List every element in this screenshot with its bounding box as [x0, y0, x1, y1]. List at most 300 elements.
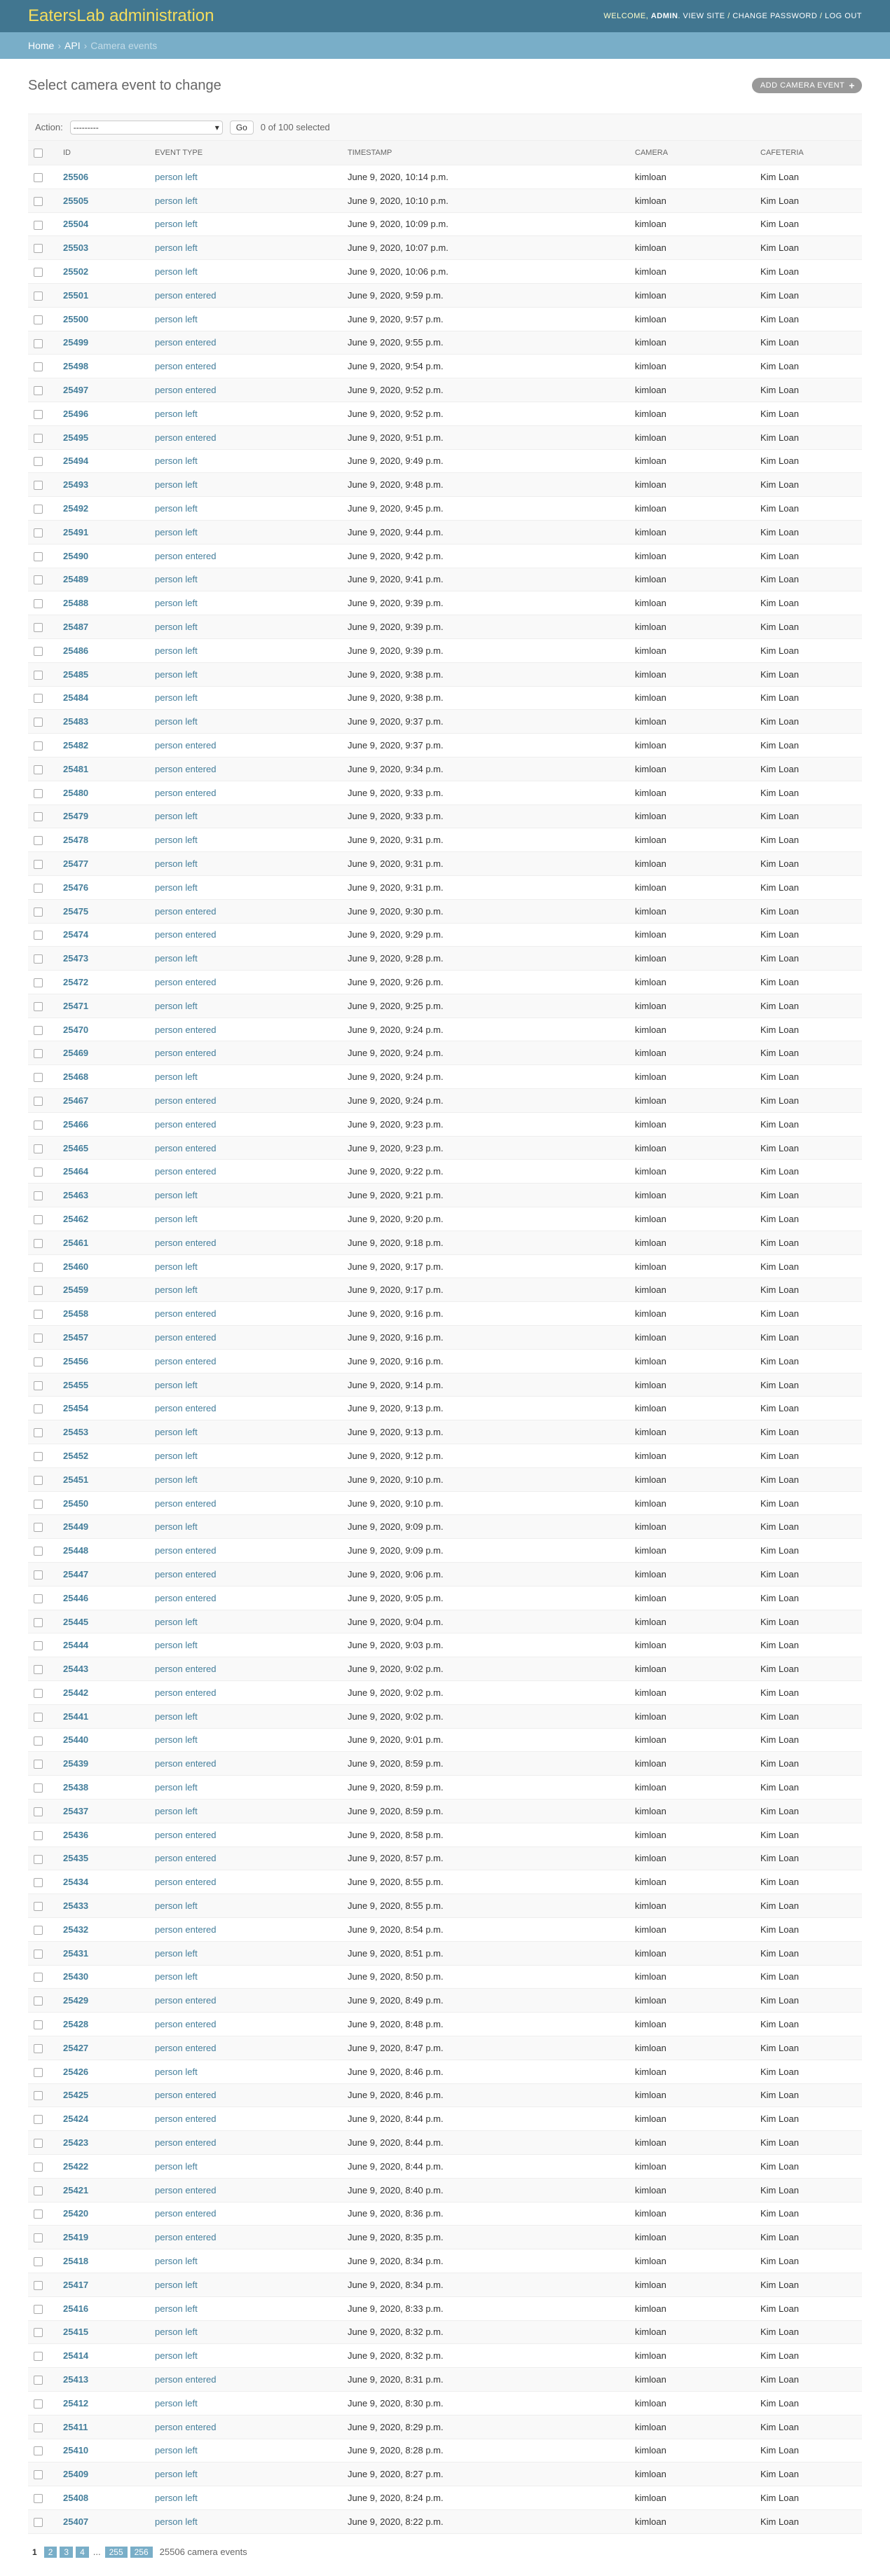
row-checkbox[interactable] — [34, 1760, 43, 1769]
event-id-link[interactable]: 25488 — [63, 598, 89, 609]
event-type-cell: person entered — [149, 1160, 342, 1184]
id-cell — [57, 2154, 149, 2178]
event-type-cell: person entered — [149, 2107, 342, 2131]
row-checkbox[interactable] — [34, 1689, 43, 1698]
row-checkbox[interactable] — [34, 2305, 43, 2314]
event-id-link[interactable]: 25409 — [63, 2469, 89, 2480]
event-id-link[interactable]: 25420 — [63, 2208, 89, 2219]
table-row — [28, 378, 862, 402]
row-checkbox[interactable] — [34, 2423, 43, 2432]
username: ADMIN — [650, 12, 678, 20]
cafeteria-cell: Kim Loan — [755, 1704, 862, 1728]
row-checkbox[interactable] — [34, 599, 43, 608]
table-row — [28, 2178, 862, 2202]
row-checkbox[interactable] — [34, 1973, 43, 1982]
row-checkbox[interactable] — [34, 907, 43, 917]
row-checkbox[interactable] — [34, 884, 43, 893]
event-id-link[interactable]: 25433 — [63, 1900, 89, 1912]
id-cell — [57, 2202, 149, 2226]
table-row — [28, 1041, 862, 1065]
event-id-link[interactable]: 25500 — [63, 313, 89, 324]
event-id-link[interactable]: 25505 — [63, 195, 89, 206]
timestamp-cell: June 9, 2020, 8:31 p.m. — [342, 2368, 629, 2392]
camera-cell: kimloan — [629, 568, 755, 591]
row-checkbox[interactable] — [34, 2139, 43, 2148]
event-id-link[interactable]: 25446 — [63, 1592, 89, 1603]
row-checkbox[interactable] — [34, 1191, 43, 1200]
event-id-link[interactable]: 25461 — [63, 1237, 89, 1248]
event-id-link[interactable]: 25492 — [63, 503, 89, 514]
row-checkbox[interactable] — [34, 1073, 43, 1082]
event-id-link[interactable]: 25424 — [63, 2113, 89, 2125]
cafeteria-cell: Kim Loan — [755, 2202, 862, 2226]
event-id-link[interactable]: 25441 — [63, 1711, 89, 1722]
event-id-link[interactable]: 25495 — [63, 432, 89, 443]
timestamp-cell: June 9, 2020, 8:27 p.m. — [342, 2462, 629, 2486]
row-checkbox[interactable] — [34, 528, 43, 537]
row-checkbox[interactable] — [34, 1476, 43, 1485]
event-id-link[interactable]: 25464 — [63, 1166, 89, 1177]
page-link[interactable]: 3 — [60, 2547, 73, 2558]
event-id-link[interactable]: 25494 — [63, 455, 89, 467]
event-type-cell: person entered — [149, 1302, 342, 1326]
row-checkbox[interactable] — [34, 860, 43, 869]
row-checkbox[interactable] — [34, 221, 43, 230]
event-id-link[interactable]: 25422 — [63, 2160, 89, 2172]
row-checkbox[interactable] — [34, 2376, 43, 2385]
event-id-link[interactable]: 25455 — [63, 1379, 89, 1390]
id-cell — [57, 1563, 149, 1587]
row-checkbox[interactable] — [34, 2044, 43, 2053]
row-checkbox[interactable] — [34, 2068, 43, 2077]
event-id-link[interactable]: 25445 — [63, 1616, 89, 1627]
table-row — [28, 1184, 862, 1207]
row-checkbox[interactable] — [34, 1334, 43, 1343]
row-checkbox[interactable] — [34, 505, 43, 514]
event-id-link[interactable]: 25501 — [63, 289, 89, 301]
event-id-link[interactable]: 25432 — [63, 1924, 89, 1935]
event-id-link[interactable]: 25476 — [63, 882, 89, 893]
table-row — [28, 1349, 862, 1373]
row-checkbox[interactable] — [34, 552, 43, 561]
table-row — [28, 1657, 862, 1681]
breadcrumb-separator: › — [83, 40, 88, 51]
timestamp-cell: June 9, 2020, 8:58 p.m. — [342, 1823, 629, 1847]
event-id-link[interactable]: 25503 — [63, 242, 89, 254]
row-checkbox[interactable] — [34, 1452, 43, 1461]
event-id-link[interactable]: 25414 — [63, 2350, 89, 2362]
event-id-link[interactable]: 25413 — [63, 2374, 89, 2385]
row-checkbox[interactable] — [34, 1500, 43, 1509]
row-checkbox[interactable] — [34, 2470, 43, 2479]
table-row — [28, 402, 862, 425]
row-checkbox[interactable] — [34, 718, 43, 727]
go-button[interactable]: Go — [230, 121, 254, 135]
column-header-cafeteria[interactable]: CAFETERIA — [755, 141, 862, 165]
event-id-link[interactable]: 25502 — [63, 266, 89, 278]
page-link[interactable]: 255 — [105, 2547, 128, 2558]
row-checkbox[interactable] — [34, 1002, 43, 1011]
id-cell — [57, 1112, 149, 1136]
row-checkbox[interactable] — [34, 1310, 43, 1319]
event-id-link[interactable]: 25418 — [63, 2256, 89, 2267]
row-checkbox[interactable] — [34, 410, 43, 419]
row-checkbox[interactable] — [34, 1950, 43, 1959]
event-id-link[interactable]: 25463 — [63, 1190, 89, 1201]
event-id-link[interactable]: 25415 — [63, 2327, 89, 2338]
row-checkbox[interactable] — [34, 1618, 43, 1627]
row-checkbox[interactable] — [34, 1570, 43, 1580]
row-select-cell — [28, 1776, 57, 1800]
table-row — [28, 260, 862, 284]
timestamp-cell: June 9, 2020, 8:40 p.m. — [342, 2178, 629, 2202]
row-checkbox[interactable] — [34, 1926, 43, 1935]
timestamp-cell: June 9, 2020, 9:22 p.m. — [342, 1160, 629, 1184]
row-checkbox[interactable] — [34, 1144, 43, 1153]
row-checkbox[interactable] — [34, 2446, 43, 2455]
event-id-link[interactable]: 25491 — [63, 526, 89, 537]
page-link[interactable]: 2 — [44, 2547, 57, 2558]
event-id-link[interactable]: 25469 — [63, 1048, 89, 1059]
change-password-link[interactable]: CHANGE PASSWORD — [732, 12, 818, 20]
event-id-link[interactable]: 25438 — [63, 1782, 89, 1793]
row-checkbox[interactable] — [34, 1239, 43, 1248]
row-checkbox[interactable] — [34, 1878, 43, 1887]
row-checkbox[interactable] — [34, 1902, 43, 1911]
event-id-link[interactable]: 25408 — [63, 2492, 89, 2503]
row-checkbox[interactable] — [34, 1026, 43, 1035]
event-id-link[interactable]: 25444 — [63, 1640, 89, 1651]
row-checkbox[interactable] — [34, 1665, 43, 1674]
timestamp-cell: June 9, 2020, 9:31 p.m. — [342, 828, 629, 852]
event-id-link[interactable]: 25419 — [63, 2232, 89, 2243]
event-id-link[interactable]: 25435 — [63, 1853, 89, 1864]
event-type-cell: person left — [149, 165, 342, 189]
row-checkbox[interactable] — [34, 2020, 43, 2029]
event-id-link[interactable]: 25466 — [63, 1118, 89, 1130]
cafeteria-cell: Kim Loan — [755, 355, 862, 378]
row-checkbox[interactable] — [34, 2494, 43, 2503]
event-id-link[interactable]: 25423 — [63, 2137, 89, 2149]
row-checkbox[interactable] — [34, 2163, 43, 2172]
row-checkbox[interactable] — [34, 1049, 43, 1058]
event-id-link[interactable]: 25470 — [63, 1024, 89, 1035]
event-id-link[interactable]: 25411 — [63, 2421, 88, 2432]
camera-cell: kimloan — [629, 1160, 755, 1184]
event-id-link[interactable]: 25460 — [63, 1261, 89, 1272]
event-id-link[interactable]: 25416 — [63, 2303, 89, 2314]
event-id-link[interactable]: 25448 — [63, 1545, 89, 1556]
event-id-link[interactable]: 25473 — [63, 953, 89, 964]
event-id-link[interactable]: 25485 — [63, 669, 89, 680]
table-row — [28, 638, 862, 662]
event-id-link[interactable]: 25472 — [63, 976, 89, 987]
row-checkbox[interactable] — [34, 2115, 43, 2124]
row-checkbox[interactable] — [34, 1167, 43, 1177]
timestamp-cell: June 9, 2020, 9:09 p.m. — [342, 1515, 629, 1539]
row-checkbox[interactable] — [34, 1831, 43, 1840]
event-type-cell: person left — [149, 1941, 342, 1965]
event-id-link[interactable]: 25467 — [63, 1095, 89, 1106]
row-checkbox[interactable] — [34, 623, 43, 632]
event-id-link[interactable]: 25442 — [63, 1687, 89, 1698]
event-id-link[interactable]: 25465 — [63, 1142, 89, 1153]
row-checkbox[interactable] — [34, 2328, 43, 2337]
column-header-id[interactable]: ID — [57, 141, 149, 165]
action-select[interactable] — [70, 121, 223, 135]
id-cell — [57, 425, 149, 449]
event-id-link[interactable]: 25449 — [63, 1521, 89, 1533]
event-id-link[interactable]: 25439 — [63, 1758, 89, 1769]
row-checkbox[interactable] — [34, 812, 43, 821]
page-link[interactable]: 4 — [76, 2547, 89, 2558]
row-checkbox[interactable] — [34, 647, 43, 656]
row-checkbox[interactable] — [34, 244, 43, 253]
cafeteria-cell: Kim Loan — [755, 1420, 862, 1444]
table-row — [28, 1847, 862, 1870]
row-checkbox[interactable] — [34, 836, 43, 845]
event-id-link[interactable]: 25486 — [63, 645, 89, 656]
event-type-cell: person entered — [149, 1586, 342, 1610]
event-id-link[interactable]: 25490 — [63, 550, 89, 561]
row-checkbox[interactable] — [34, 931, 43, 940]
row-checkbox[interactable] — [34, 1121, 43, 1130]
timestamp-cell: June 9, 2020, 8:32 p.m. — [342, 2344, 629, 2368]
camera-cell: kimloan — [629, 638, 755, 662]
event-type-cell: person left — [149, 473, 342, 497]
row-checkbox[interactable] — [34, 765, 43, 774]
event-id-link[interactable]: 25440 — [63, 1734, 89, 1746]
event-id-link[interactable]: 25425 — [63, 2090, 89, 2101]
camera-cell: kimloan — [629, 1847, 755, 1870]
event-id-link[interactable]: 25434 — [63, 1877, 89, 1888]
row-checkbox[interactable] — [34, 954, 43, 964]
event-id-link[interactable]: 25481 — [63, 763, 89, 774]
row-checkbox[interactable] — [34, 2352, 43, 2361]
row-checkbox[interactable] — [34, 315, 43, 324]
logout-link[interactable]: LOG OUT — [824, 12, 862, 20]
event-id-link[interactable]: 25471 — [63, 1000, 89, 1011]
event-type-cell: person entered — [149, 2202, 342, 2226]
event-id-link[interactable]: 25447 — [63, 1568, 89, 1580]
row-select-cell — [28, 2060, 57, 2083]
row-checkbox[interactable] — [34, 978, 43, 987]
event-id-link[interactable]: 25497 — [63, 385, 89, 396]
id-cell — [57, 2368, 149, 2392]
row-checkbox[interactable] — [34, 2233, 43, 2242]
row-checkbox[interactable] — [34, 741, 43, 751]
row-checkbox[interactable] — [34, 1523, 43, 1532]
site-branding[interactable]: EatersLab administration — [28, 6, 214, 25]
row-checkbox[interactable] — [34, 2399, 43, 2409]
event-id-link[interactable]: 25475 — [63, 905, 89, 917]
event-type-cell: person left — [149, 2273, 342, 2296]
event-id-link[interactable]: 25498 — [63, 361, 89, 372]
camera-cell: kimloan — [629, 165, 755, 189]
row-select-cell — [28, 497, 57, 521]
event-id-link[interactable]: 25468 — [63, 1071, 89, 1083]
timestamp-cell: June 9, 2020, 8:50 p.m. — [342, 1965, 629, 1989]
event-id-link[interactable]: 25483 — [63, 716, 89, 727]
breadcrumb-home[interactable]: Home — [28, 40, 55, 51]
cafeteria-cell: Kim Loan — [755, 1112, 862, 1136]
title-bar — [28, 74, 862, 97]
row-checkbox[interactable] — [34, 671, 43, 680]
event-id-link[interactable]: 25456 — [63, 1355, 89, 1366]
select-all-checkbox[interactable] — [34, 149, 43, 158]
action-label: Action: — [35, 122, 63, 132]
row-checkbox[interactable] — [34, 481, 43, 490]
cafeteria-cell: Kim Loan — [755, 165, 862, 189]
row-select-cell — [28, 2368, 57, 2392]
cafeteria-cell: Kim Loan — [755, 2107, 862, 2131]
camera-cell: kimloan — [629, 2249, 755, 2273]
event-id-link[interactable]: 25451 — [63, 1474, 89, 1485]
table-row — [28, 1254, 862, 1278]
event-id-link[interactable]: 25429 — [63, 1995, 89, 2006]
timestamp-cell: June 9, 2020, 9:23 p.m. — [342, 1136, 629, 1160]
event-id-link[interactable]: 25436 — [63, 1829, 89, 1840]
row-select-cell — [28, 1065, 57, 1089]
breadcrumb-app[interactable]: API — [64, 40, 81, 51]
id-cell — [57, 520, 149, 544]
event-id-link[interactable]: 25479 — [63, 811, 89, 822]
event-id-link[interactable]: 25480 — [63, 787, 89, 798]
row-checkbox[interactable] — [34, 362, 43, 371]
row-select-cell — [28, 1657, 57, 1681]
results-table — [28, 140, 862, 2534]
table-row — [28, 1515, 862, 1539]
event-id-link[interactable]: 25453 — [63, 1427, 89, 1438]
column-header-timestamp[interactable]: TIMESTAMP — [342, 141, 629, 165]
event-id-link[interactable]: 25421 — [63, 2184, 89, 2195]
row-checkbox[interactable] — [34, 575, 43, 584]
row-checkbox[interactable] — [34, 2186, 43, 2195]
row-checkbox[interactable] — [34, 1855, 43, 1864]
row-checkbox[interactable] — [34, 2257, 43, 2266]
timestamp-cell: June 9, 2020, 9:04 p.m. — [342, 1610, 629, 1633]
row-checkbox[interactable] — [34, 2091, 43, 2100]
event-type-cell: person entered — [149, 1989, 342, 2013]
event-id-link[interactable]: 25426 — [63, 2066, 89, 2077]
event-id-link[interactable]: 25454 — [63, 1403, 89, 1414]
event-id-link[interactable]: 25428 — [63, 2019, 89, 2030]
id-cell — [57, 757, 149, 781]
event-id-link[interactable]: 25410 — [63, 2445, 89, 2456]
row-checkbox[interactable] — [34, 173, 43, 182]
event-id-link[interactable]: 25462 — [63, 1213, 89, 1224]
row-checkbox[interactable] — [34, 1641, 43, 1650]
row-checkbox[interactable] — [34, 1286, 43, 1295]
event-id-link[interactable]: 25484 — [63, 692, 89, 704]
event-id-link[interactable]: 25412 — [63, 2397, 89, 2409]
row-checkbox[interactable] — [34, 386, 43, 395]
event-id-link[interactable]: 25487 — [63, 622, 89, 633]
row-checkbox[interactable] — [34, 434, 43, 443]
event-id-link[interactable]: 25458 — [63, 1308, 89, 1320]
table-row — [28, 2273, 862, 2296]
event-id-link[interactable]: 25437 — [63, 1805, 89, 1816]
row-checkbox[interactable] — [34, 1996, 43, 2006]
page-link[interactable]: 256 — [130, 2547, 153, 2558]
event-id-link[interactable]: 25474 — [63, 929, 89, 940]
event-id-link[interactable]: 25489 — [63, 574, 89, 585]
add-camera-event-button[interactable] — [752, 78, 862, 93]
camera-cell: kimloan — [629, 473, 755, 497]
row-checkbox[interactable] — [34, 694, 43, 703]
event-id-link[interactable]: 25417 — [63, 2279, 89, 2290]
event-id-link[interactable]: 25450 — [63, 1498, 89, 1509]
row-checkbox[interactable] — [34, 1215, 43, 1224]
row-checkbox[interactable] — [34, 1807, 43, 1816]
event-id-link[interactable]: 25499 — [63, 337, 89, 348]
table-row — [28, 615, 862, 639]
id-cell — [57, 2344, 149, 2368]
event-id-link[interactable]: 25407 — [63, 2516, 89, 2527]
row-checkbox[interactable] — [34, 2518, 43, 2527]
event-id-link[interactable]: 25443 — [63, 1664, 89, 1675]
row-checkbox[interactable] — [34, 1097, 43, 1106]
event-type-cell: person left — [149, 2486, 342, 2510]
event-id-link[interactable]: 25477 — [63, 858, 89, 869]
row-checkbox[interactable] — [34, 1428, 43, 1437]
row-checkbox[interactable] — [34, 2281, 43, 2290]
column-header-camera[interactable]: CAMERA — [629, 141, 755, 165]
row-checkbox[interactable] — [34, 789, 43, 798]
event-type-cell: person entered — [149, 331, 342, 355]
row-checkbox[interactable] — [34, 1713, 43, 1722]
row-checkbox[interactable] — [34, 268, 43, 277]
event-id-link[interactable]: 25506 — [63, 171, 89, 182]
camera-cell: kimloan — [629, 923, 755, 947]
event-id-link[interactable]: 25482 — [63, 740, 89, 751]
table-row — [28, 2439, 862, 2462]
row-checkbox[interactable] — [34, 1594, 43, 1603]
row-checkbox[interactable] — [34, 339, 43, 348]
event-id-link[interactable]: 25478 — [63, 835, 89, 846]
event-id-link[interactable]: 25427 — [63, 2042, 89, 2053]
row-checkbox[interactable] — [34, 1736, 43, 1746]
timestamp-cell: June 9, 2020, 8:44 p.m. — [342, 2107, 629, 2131]
row-checkbox[interactable] — [34, 292, 43, 301]
camera-cell: kimloan — [629, 2391, 755, 2415]
event-id-link[interactable]: 25459 — [63, 1284, 89, 1296]
row-checkbox[interactable] — [34, 2210, 43, 2219]
event-id-link[interactable]: 25430 — [63, 1971, 89, 1982]
column-header-event-type[interactable]: EVENT TYPE — [149, 141, 342, 165]
camera-cell: kimloan — [629, 1136, 755, 1160]
row-select-cell — [28, 425, 57, 449]
row-checkbox[interactable] — [34, 1263, 43, 1272]
row-checkbox[interactable] — [34, 1381, 43, 1390]
row-checkbox[interactable] — [34, 457, 43, 466]
event-id-link[interactable]: 25431 — [63, 1947, 89, 1959]
camera-cell: kimloan — [629, 899, 755, 923]
view-site-link[interactable]: VIEW SITE — [683, 12, 725, 20]
row-checkbox[interactable] — [34, 1783, 43, 1793]
event-id-link[interactable]: 25496 — [63, 408, 89, 419]
event-id-link[interactable]: 25504 — [63, 219, 89, 230]
row-checkbox[interactable] — [34, 197, 43, 206]
cafeteria-cell: Kim Loan — [755, 1065, 862, 1089]
camera-cell: kimloan — [629, 212, 755, 236]
row-checkbox[interactable] — [34, 1404, 43, 1413]
event-id-link[interactable]: 25493 — [63, 479, 89, 491]
row-checkbox[interactable] — [34, 1357, 43, 1366]
event-id-link[interactable]: 25457 — [63, 1331, 89, 1343]
event-id-link[interactable]: 25452 — [63, 1450, 89, 1461]
row-checkbox[interactable] — [34, 1547, 43, 1556]
